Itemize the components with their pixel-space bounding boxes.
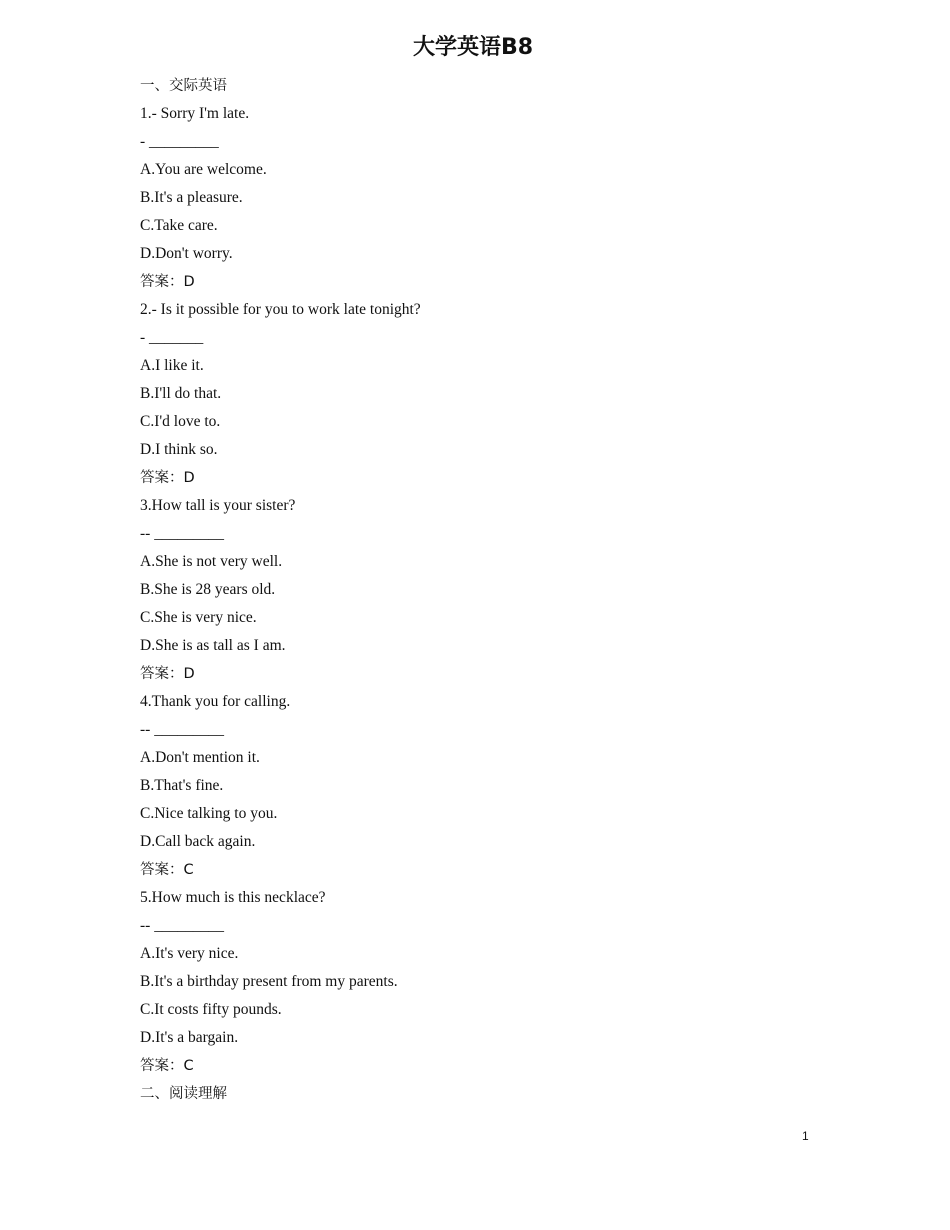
answer-option: D.I think so. <box>140 441 218 458</box>
answer-option: A.You are welcome. <box>140 161 267 178</box>
answer-option: C.It costs fifty pounds. <box>140 1001 282 1018</box>
answer-key: 答案：D <box>140 274 195 290</box>
page-number: 1 <box>802 1129 809 1143</box>
answer-key: 答案：D <box>140 666 195 682</box>
answer-option: A.I like it. <box>140 357 204 374</box>
question-text: 2.- Is it possible for you to work late tonight? <box>140 301 421 318</box>
answer-option: C.I'd love to. <box>140 413 221 430</box>
answer-option: C.She is very nice. <box>140 609 257 626</box>
answer-blank: - _________ <box>140 133 219 150</box>
answer-option: A.Don't mention it. <box>140 749 260 766</box>
answer-option: B.It's a birthday present from my parents. <box>140 973 398 990</box>
answer-option: A.It's very nice. <box>140 945 239 962</box>
section-heading: 二、阅读理解 <box>140 1086 227 1102</box>
document-body <box>140 72 820 1108</box>
answer-option: D.It's a bargain. <box>140 1029 239 1046</box>
question-text: 4.Thank you for calling. <box>140 693 291 710</box>
document-title: 大学英语B8 <box>412 35 534 60</box>
answer-key: 答案：D <box>140 470 195 486</box>
answer-blank: -- _________ <box>140 721 224 738</box>
answer-option: B.She is 28 years old. <box>140 581 276 598</box>
answer-option: B.That's fine. <box>140 777 224 794</box>
answer-option: A.She is not very well. <box>140 553 283 570</box>
section-heading: 一、交际英语 <box>140 78 227 94</box>
answer-option: D.Call back again. <box>140 833 256 850</box>
answer-option: C.Nice talking to you. <box>140 805 278 822</box>
answer-option: C.Take care. <box>140 217 218 234</box>
answer-option: B.It's a pleasure. <box>140 189 243 206</box>
answer-blank: - _______ <box>140 329 204 346</box>
question-text: 1.- Sorry I'm late. <box>140 105 250 122</box>
question-text: 3.How tall is your sister? <box>140 497 296 514</box>
question-text: 5.How much is this necklace? <box>140 889 326 906</box>
answer-blank: -- _________ <box>140 917 224 934</box>
answer-key: 答案：C <box>140 862 194 878</box>
answer-blank: -- _________ <box>140 525 224 542</box>
answer-option: D.She is as tall as I am. <box>140 637 286 654</box>
answer-option: D.Don't worry. <box>140 245 233 262</box>
answer-key: 答案：C <box>140 1058 194 1074</box>
answer-option: B.I'll do that. <box>140 385 222 402</box>
